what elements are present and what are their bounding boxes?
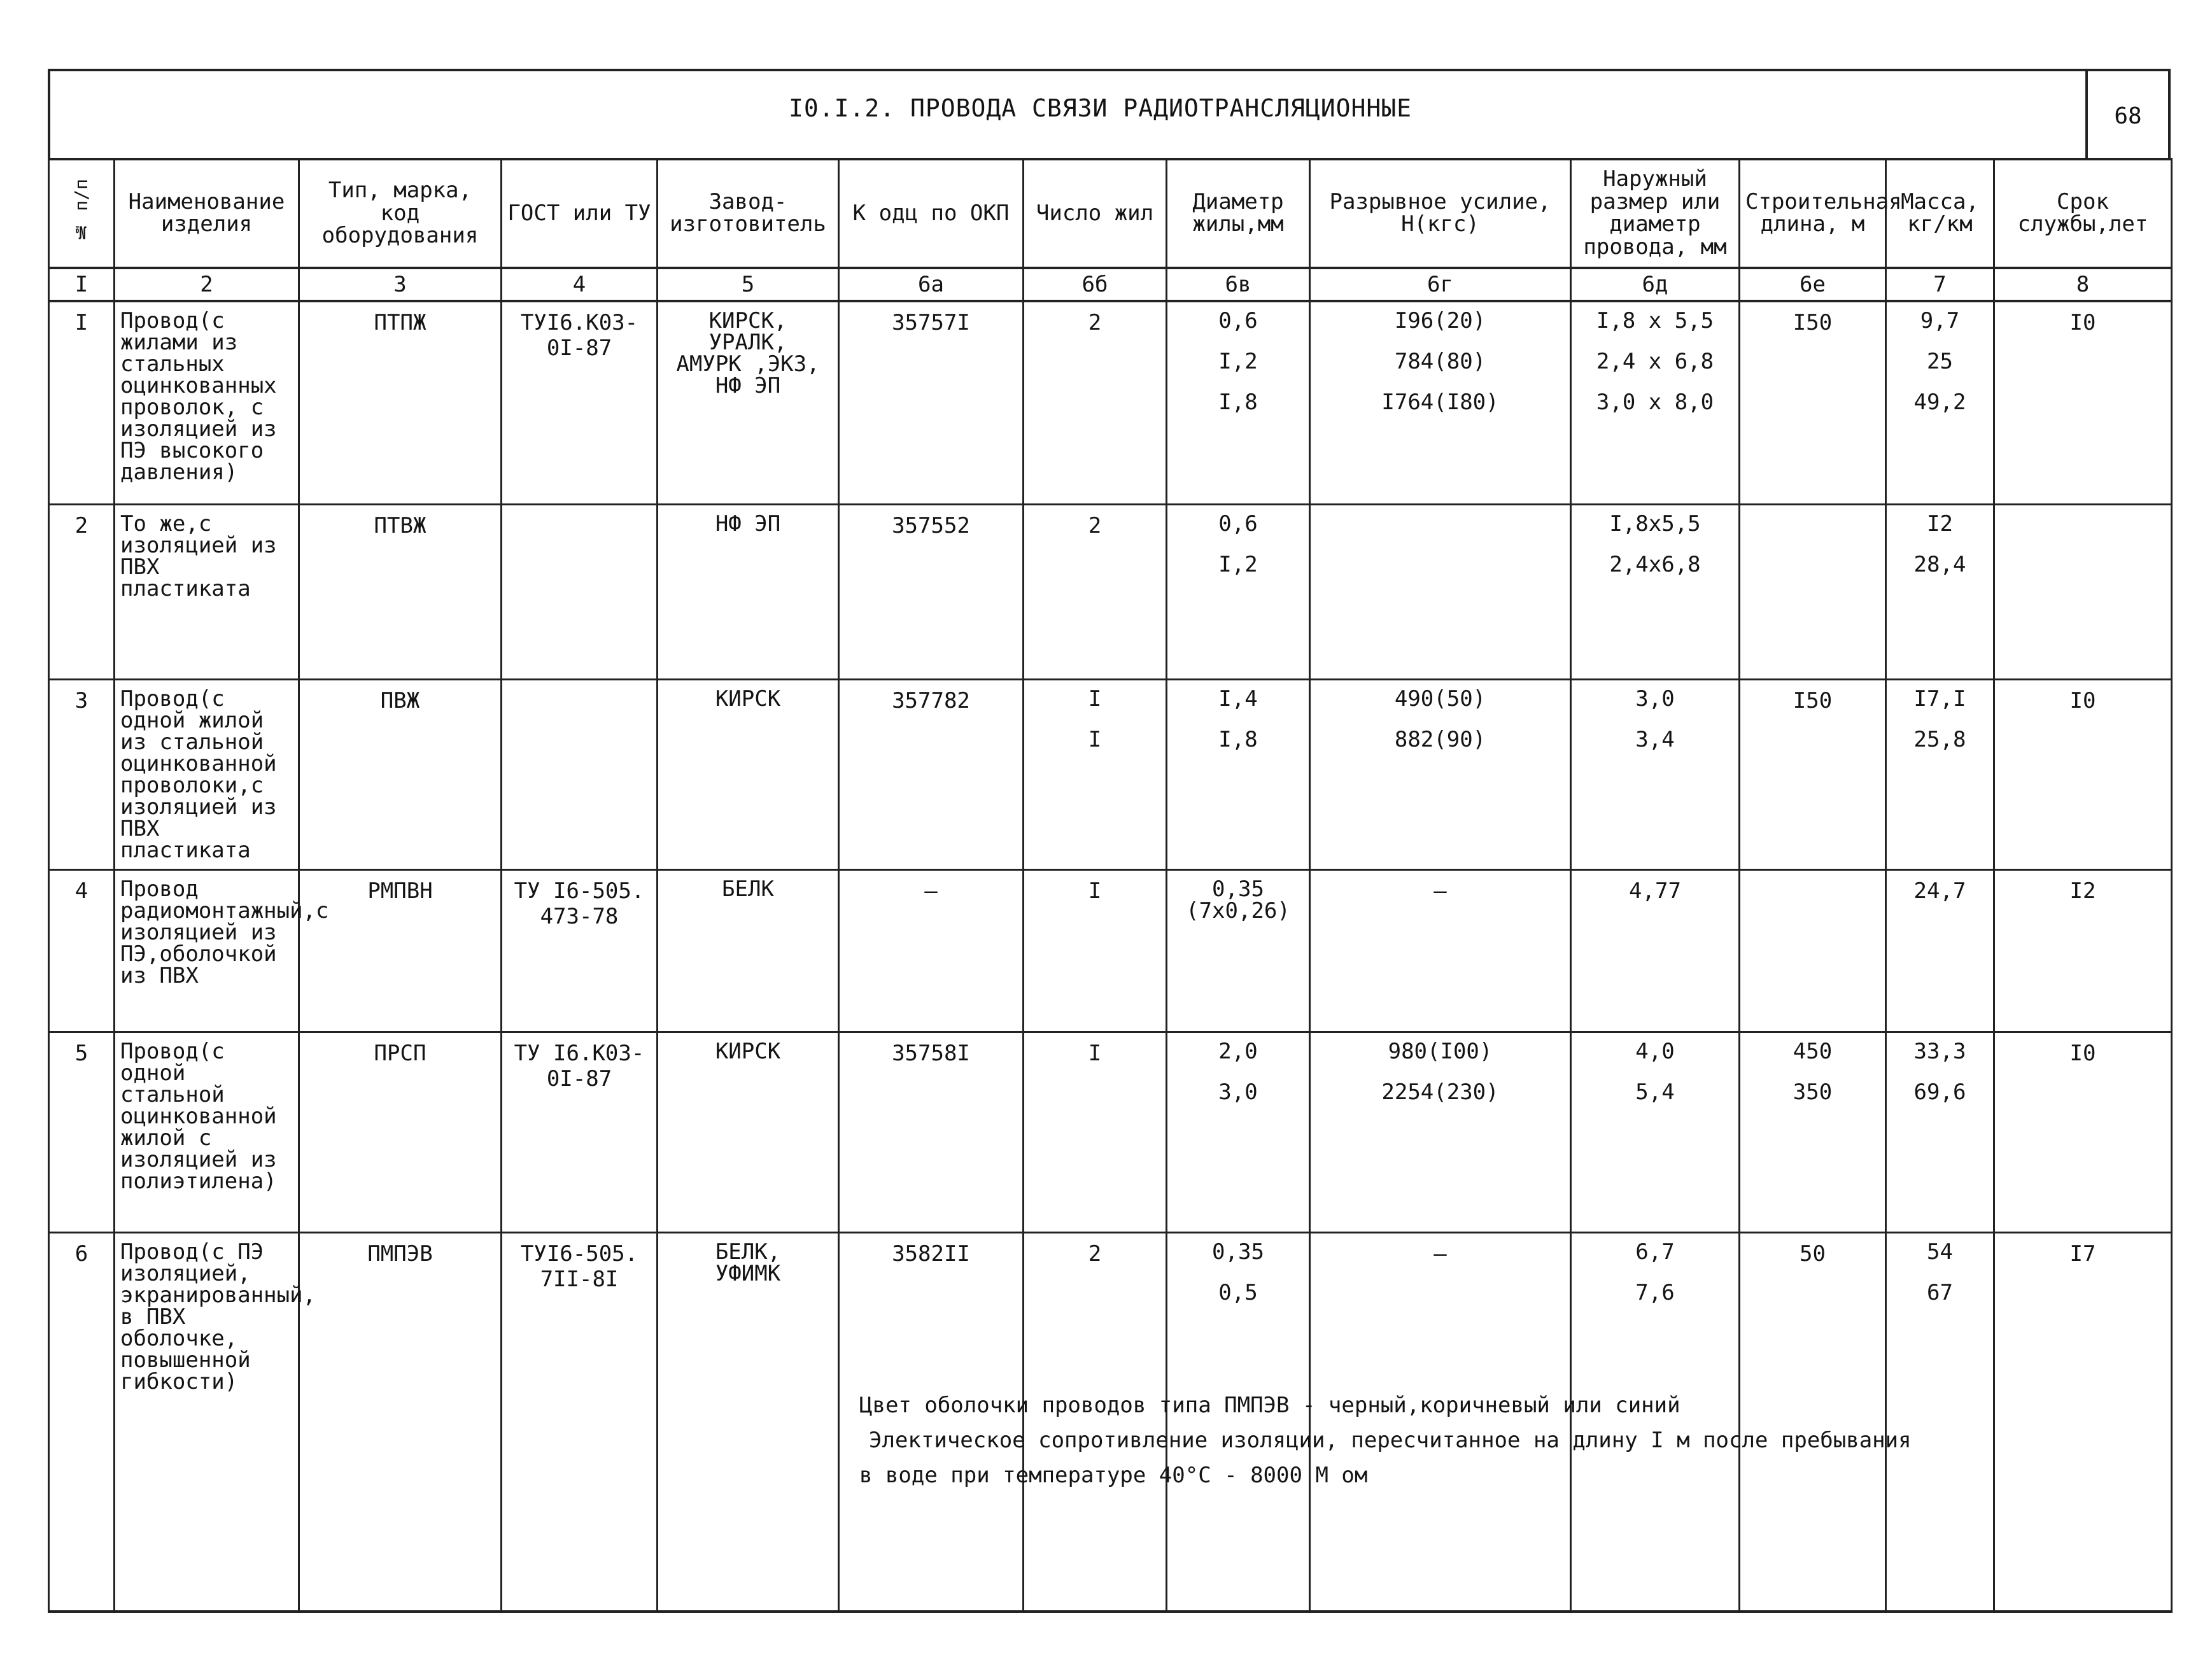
mass: 54 67 [1886, 1233, 1994, 1612]
col-number: 6е [1740, 268, 1886, 301]
gost: ТУ I6.К03-0I-87 [502, 1032, 658, 1233]
col-number: 6а [839, 268, 1024, 301]
service-life: I0 [1994, 301, 2172, 505]
product-type: ПМПЭВ [299, 1233, 502, 1612]
col-header-mass: Масса, кг/км [1886, 159, 1994, 268]
okp-code: 35757I [839, 301, 1024, 505]
mass: I2 28,4 [1886, 505, 1994, 680]
maker: НФ ЭП [658, 505, 839, 680]
maker: КИРСК, УРАЛК, АМУРК ,ЭКЗ, НФ ЭП [658, 301, 839, 505]
build-length [1740, 870, 1886, 1032]
cores: I [1024, 1032, 1167, 1233]
mass: 33,3 69,6 [1886, 1032, 1994, 1233]
breaking-force: — [1310, 870, 1571, 1032]
page-number: 68 [2085, 71, 2168, 160]
col-header-name: Наименование изделия [115, 159, 299, 268]
section-title: I0.I.2. ПРОВОДА СВЯЗИ РАДИОТРАНСЛЯЦИОННЫЕ [789, 94, 1412, 122]
diameter: 0,35 0,5 [1167, 1233, 1310, 1612]
col-number: 6д [1571, 268, 1740, 301]
diameter: 0,6 I,2 [1167, 505, 1310, 680]
cores: 2 [1024, 1233, 1167, 1612]
mass: 24,7 [1886, 870, 1994, 1032]
maker: БЕЛК [658, 870, 839, 1032]
col-number: 2 [115, 268, 299, 301]
product-type: ПТВЖ [299, 505, 502, 680]
build-length: 50 [1740, 1233, 1886, 1612]
breaking-force: — [1310, 1233, 1571, 1612]
gost: ТУI6-505. 7II-8I [502, 1233, 658, 1612]
row-num: I [49, 301, 115, 505]
col-number: 7 [1886, 268, 1994, 301]
col-header-num: № п/п [49, 159, 115, 268]
breaking-force [1310, 505, 1571, 680]
breaking-force: I96(20) 784(80) I764(I80) [1310, 301, 1571, 505]
title-bar [48, 69, 2171, 158]
outer-size: 4,0 5,4 [1571, 1032, 1740, 1233]
note-line-1: Цвет оболочки проводов типа ПМПЭВ - черный,коричневый или синий [859, 1393, 1680, 1418]
header-row [49, 159, 2172, 268]
gost [502, 680, 658, 870]
okp-code: 357552 [839, 505, 1024, 680]
okp-code: 3582II [839, 1233, 1024, 1612]
col-number: 6г [1310, 268, 1571, 301]
table-row [49, 301, 2172, 505]
outer-size: 4,77 [1571, 870, 1740, 1032]
product-name: Провод(с одной жилой из стальной оцинкованной проволоки,с изоляцией из ПВХ пластиката [115, 680, 299, 870]
table-row [49, 1233, 2172, 1612]
okp-code: 357782 [839, 680, 1024, 870]
col-number: 4 [502, 268, 658, 301]
col-number: 6б [1024, 268, 1167, 301]
table-row [49, 505, 2172, 680]
cores: I [1024, 870, 1167, 1032]
build-length [1740, 505, 1886, 680]
product-type: ПТПЖ [299, 301, 502, 505]
diameter: 2,0 3,0 [1167, 1032, 1310, 1233]
document-sheet [48, 69, 2171, 1593]
col-number: 6в [1167, 268, 1310, 301]
diameter: 0,6 I,2 I,8 [1167, 301, 1310, 505]
row-num: 3 [49, 680, 115, 870]
product-type: ПРСП [299, 1032, 502, 1233]
service-life [1994, 505, 2172, 680]
breaking-force: 980(I00) 2254(230) [1310, 1032, 1571, 1233]
product-name: Провод(с жилами из стальных оцинкованных проволок, с изоляцией из ПЭ высокого давления) [115, 301, 299, 505]
col-header-force: Разрывное усилие, Н(кгс) [1310, 159, 1571, 268]
col-header-cores: Число жил [1024, 159, 1167, 268]
maker: КИРСК [658, 680, 839, 870]
row-num: 2 [49, 505, 115, 680]
table-row [49, 870, 2172, 1032]
col-header-outer: Наружный размер или диаметр провода, мм [1571, 159, 1740, 268]
breaking-force: 490(50) 882(90) [1310, 680, 1571, 870]
cores: 2 [1024, 505, 1167, 680]
mass: I7,I 25,8 [1886, 680, 1994, 870]
row-num: 5 [49, 1032, 115, 1233]
cores: 2 [1024, 301, 1167, 505]
note-line-2: Электическое сопротивление изоляции, пересчитанное на длину I м после пребывания [869, 1428, 1912, 1453]
col-header-maker: Завод-изготовитель [658, 159, 839, 268]
outer-size: 6,7 7,6 [1571, 1233, 1740, 1612]
product-type: РМПВН [299, 870, 502, 1032]
diameter: 0,35 (7x0,26) [1167, 870, 1310, 1032]
product-name: Провод радиомонтажный,с изоляцией из ПЭ,оболочкой из ПВХ [115, 870, 299, 1032]
table-row [49, 680, 2172, 870]
maker: КИРСК [658, 1032, 839, 1233]
row-num: 6 [49, 1233, 115, 1612]
build-length: 450 350 [1740, 1032, 1886, 1233]
row-num: 4 [49, 870, 115, 1032]
col-number: 3 [299, 268, 502, 301]
outer-size: 3,0 3,4 [1571, 680, 1740, 870]
col-number: 8 [1994, 268, 2172, 301]
col-header-type: Тип, марка, код оборудования [299, 159, 502, 268]
build-length: I50 [1740, 680, 1886, 870]
col-header-gost: ГОСТ или ТУ [502, 159, 658, 268]
gost: ТУ I6-505. 473-78 [502, 870, 658, 1032]
maker: БЕЛК, УФИМК [658, 1233, 839, 1612]
gost [502, 505, 658, 680]
product-name: Провод(с одной стальной оцинкованной жилой с изоляцией из полиэтилена) [115, 1032, 299, 1233]
gost: ТУI6.К03-0I-87 [502, 301, 658, 505]
mass: 9,7 25 49,2 [1886, 301, 1994, 505]
service-life: I2 [1994, 870, 2172, 1032]
col-number: I [49, 268, 115, 301]
service-life: I0 [1994, 1032, 2172, 1233]
product-name: Провод(с ПЭ изоляцией, экранированный, в ПВХ оболочке, повышенной гибкости) [115, 1233, 299, 1612]
service-life: I7 [1994, 1233, 2172, 1612]
product-type: ПВЖ [299, 680, 502, 870]
col-header-okp: К одц по ОКП [839, 159, 1024, 268]
column-number-row [49, 268, 2172, 301]
col-header-length: Строительная длина, м [1740, 159, 1886, 268]
okp-code: — [839, 870, 1024, 1032]
outer-size: I,8 x 5,5 2,4 x 6,8 3,0 x 8,0 [1571, 301, 1740, 505]
table-row [49, 1032, 2172, 1233]
okp-code: 35758I [839, 1032, 1024, 1233]
service-life: I0 [1994, 680, 2172, 870]
cores: I I [1024, 680, 1167, 870]
outer-size: I,8x5,5 2,4x6,8 [1571, 505, 1740, 680]
note-line-3: в воде при температуре 40°С - 8000 М ом [859, 1463, 1368, 1488]
col-header-life: Срок службы,лет [1994, 159, 2172, 268]
col-number: 5 [658, 268, 839, 301]
product-name: То же,с изоляцией из ПВХ пластиката [115, 505, 299, 680]
col-header-diameter: Диаметр жилы,мм [1167, 159, 1310, 268]
build-length: I50 [1740, 301, 1886, 505]
diameter: I,4 I,8 [1167, 680, 1310, 870]
